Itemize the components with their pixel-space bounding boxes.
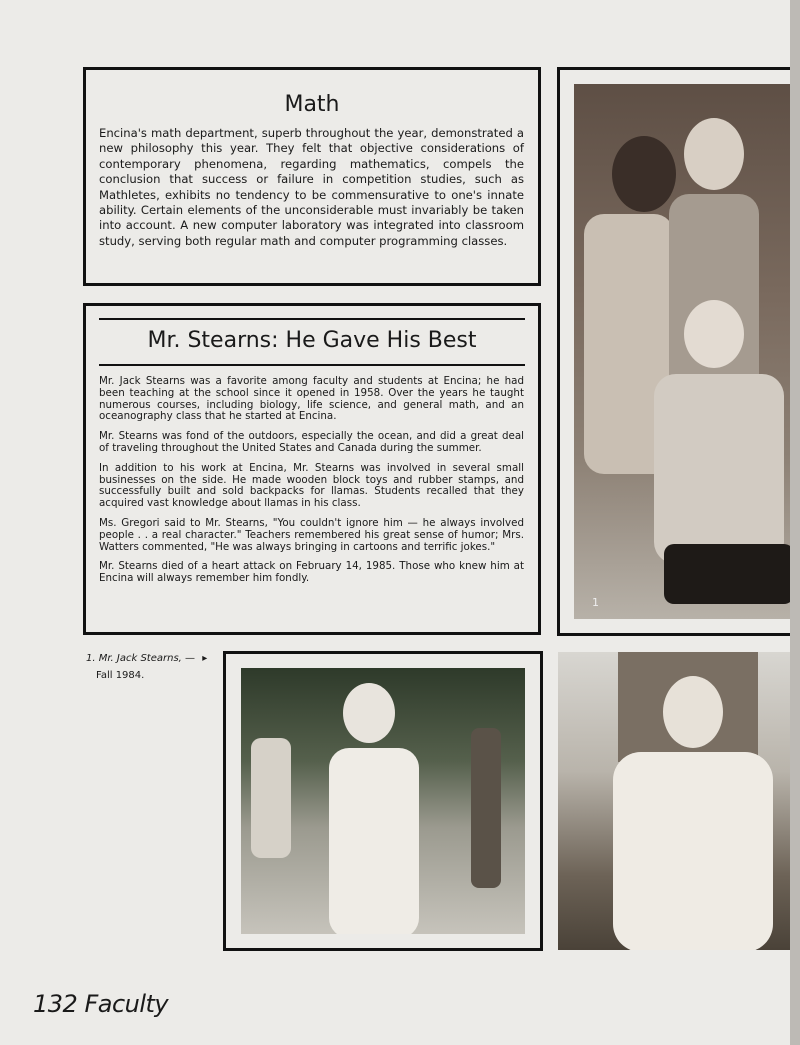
title-rule-bottom	[99, 364, 525, 366]
stearns-paragraph: Mr. Stearns was fond of the outdoors, especially the ocean, and did a great deal of traveling throughout the United States and Canada during the summer.	[99, 430, 524, 454]
page-footer: 132 Faculty	[33, 990, 169, 1018]
math-body-text: Encina's math department, superb throughout the year, demonstrated a new philosophy this year. They felt that objective considerations of contemporary phenomena, regarding mathematics, compels the conclusion that success or failure in competition studies, such as Mathletes, exhibits no tendency to be commensurative to one's innate ability. Certain elements of the unconsiderable must invariably be taken into account. A new computer laboratory was integrated into classroom study, serving both regular math and computer programming classes.	[99, 126, 524, 248]
math-section	[83, 67, 541, 286]
stearns-photo	[241, 668, 525, 934]
stearns-paragraph: Mr. Jack Stearns was a favorite among faculty and students at Encina; he had been teaching at the school since it opened in 1958. Over the years he taught numerous courses, including biology, life science, and general math, and an oceanography class that he started at Encina.	[99, 375, 524, 423]
math-title: Math	[284, 92, 340, 117]
page-edge	[790, 0, 800, 1045]
teacher-portrait-photo	[558, 652, 800, 950]
stearns-photo-figure	[241, 668, 525, 934]
group-photo-figures	[574, 84, 796, 625]
photo-number: 1	[592, 596, 599, 609]
stearns-paragraph: Ms. Gregori said to Mr. Stearns, "You couldn't ignore him — he always involved people . . a real character." Teachers remembered his great sense of humor; Mrs. Watters commented, "He was always bringing in cartoons and terrific jokes."	[99, 516, 524, 553]
stearns-photo-frame	[223, 651, 543, 951]
stearns-section	[83, 303, 541, 635]
stearns-paragraph: In addition to his work at Encina, Mr. Stearns was involved in several small businesses on the side. He made wooden block toys and rubber stamps, and successfully built and sold backpacks for llamas. Students recalled that they acquired vast knowledge about llamas in his class.	[99, 461, 524, 510]
caption-line-2: Fall 1984.	[96, 670, 145, 681]
caption-line-1: 1. Mr. Jack Stearns,	[86, 653, 182, 664]
stearns-body	[99, 376, 524, 593]
group-photo-frame	[557, 67, 800, 636]
caption-dash: —	[185, 653, 196, 664]
photo-caption	[86, 650, 221, 684]
group-photo	[574, 84, 800, 619]
stearns-paragraph: Mr. Stearns died of a heart attack on February 14, 1985. Those who knew him at Encina will always remember him fondly.	[99, 560, 524, 585]
title-rule-top	[99, 318, 525, 320]
stearns-title: Mr. Stearns: He Gave His Best	[147, 328, 477, 353]
teacher-portrait-figure	[558, 652, 800, 950]
caption-arrow-icon: ▸	[202, 653, 208, 664]
